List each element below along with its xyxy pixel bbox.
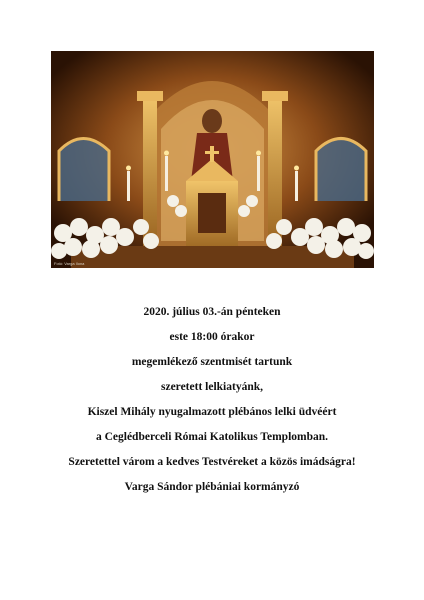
announcement-signature: Varga Sándor plébániai kormányzó [124, 481, 300, 493]
announcement-mass: megemlékező szentmisét tartunk [131, 356, 293, 368]
announcement-invitation: Szeretettel várom a kedves Testvéreket a közös imádságra! [68, 456, 356, 468]
announcement-priest: Kiszel Mihály nyugalmazott plébános lelki üdvéért [87, 406, 337, 418]
announcement-church: a Ceglédberceli Római Katolikus Templomban. [95, 431, 329, 443]
photo-credit: Fotó: Varga Ilona [54, 261, 85, 266]
altar-photo-graphic [51, 51, 374, 268]
altar-photo [51, 51, 374, 268]
announcement-text [0, 300, 424, 500]
announcement-dedication: szeretett lelkiatyánk, [161, 381, 263, 393]
announcement-date: 2020. július 03.-án pénteken [143, 306, 281, 318]
announcement-time: este 18:00 órakor [169, 331, 255, 343]
